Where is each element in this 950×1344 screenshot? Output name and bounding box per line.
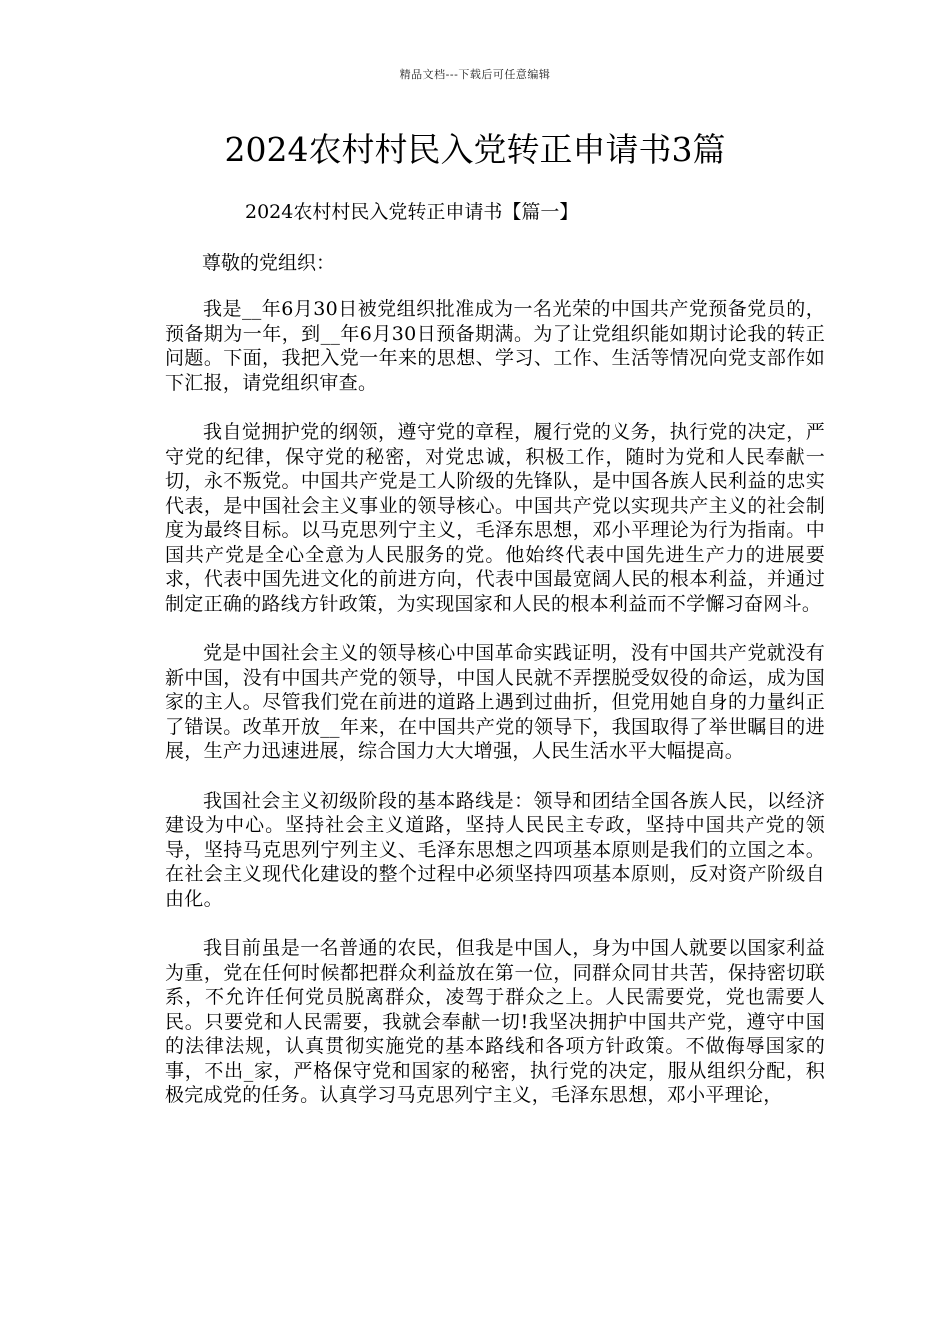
paragraph-5: 我目前虽是一名普通的农民，但我是中国人，身为中国人就要以国家利益为重，党在任何时候都把群众利益放在第一位，同群众同甘共苦，保持密切联系，不允许任何党员脱离群众，凌驾于群众之上。人民需要党，党也需要人民。只要党和人民需要，我就会奉献一切!我坚决拥护中国共产党，遵守中国的法律法规，认真贯彻实施党的基本路线和各项方针政策。不做侮辱国家的事，不出_家，严格保守党和国家的秘密，执行党的决定，服从组织分配，积极完成党的任务。认真学习马克思列宁主义，毛泽东思想，邓小平理论， xyxy=(165,937,825,1106)
paragraph-4: 我国社会主义初级阶段的基本路线是：领导和团结全国各族人民，以经济建设为中心。坚持社会主义道路，坚持人民民主专政，坚持中国共产党的领导，坚持马克思列宁列主义、毛泽东思想之四项基本原则是我们的立国之本。在社会主义现代化建设的整个过程中必须坚持四项基本原则，反对资产阶级自由化。 xyxy=(165,789,825,910)
header-note: 精品文档---下载后可任意编辑 xyxy=(399,68,551,81)
paragraph-3: 党是中国社会主义的领导核心中国革命实践证明，没有中国共产党就没有新中国，没有中国共产党的领导，中国人民就不弄摆脱受奴役的命运，成为国家的主人。尽管我们党在前进的道路上遇到过曲折，但党用她自身的力量纠正了错误。改革开放__年来，在中国共产党的领导下，我国取得了举世瞩目的进展，生产力迅速进展，综合国力大大增强，人民生活水平大幅提高。 xyxy=(165,642,825,762)
body-text xyxy=(165,297,825,1133)
section-heading: 2024农村村民入党转正申请书【篇一】 xyxy=(245,201,579,223)
salutation: 尊敬的党组织： xyxy=(202,252,336,274)
paragraph-1: 我是__年6月30日被党组织批准成为一名光荣的中国共产党预备党员的，预备期为一年，到__年6月30日预备期满。为了让党组织能如期讨论我的转正问题。下面，我把入党一年来的思想、学习、工作、生活等情况向党支部作如下汇报，请党组织审查。 xyxy=(165,298,825,394)
document-title: 2024农村村民入党转正申请书3篇 xyxy=(224,130,726,169)
paragraph-2: 我自觉拥护党的纲领，遵守党的章程，履行党的义务，执行党的决定，严守党的纪律，保守党的秘密，对党忠诚，积极工作，随时为党和人民奉献一切，永不叛党。中国共产党是工人阶级的先锋队，是中国各族人民利益的忠实代表，是中国社会主义事业的领导核心。中国共产党以实现共产主义的社会制度为最终目标。以马克思列宁主义，毛泽东思想，邓小平理论为行为指南。中国共产党是全心全意为人民服务的党。他始终代表中国先进生产力的进展要求，代表中国先进文化的前进方向，代表中国最宽阔人民的根本利益，并通过制定正确的路线方针政策，为实现国家和人民的根本利益而不学懈习奋网斗。 xyxy=(165,421,825,615)
